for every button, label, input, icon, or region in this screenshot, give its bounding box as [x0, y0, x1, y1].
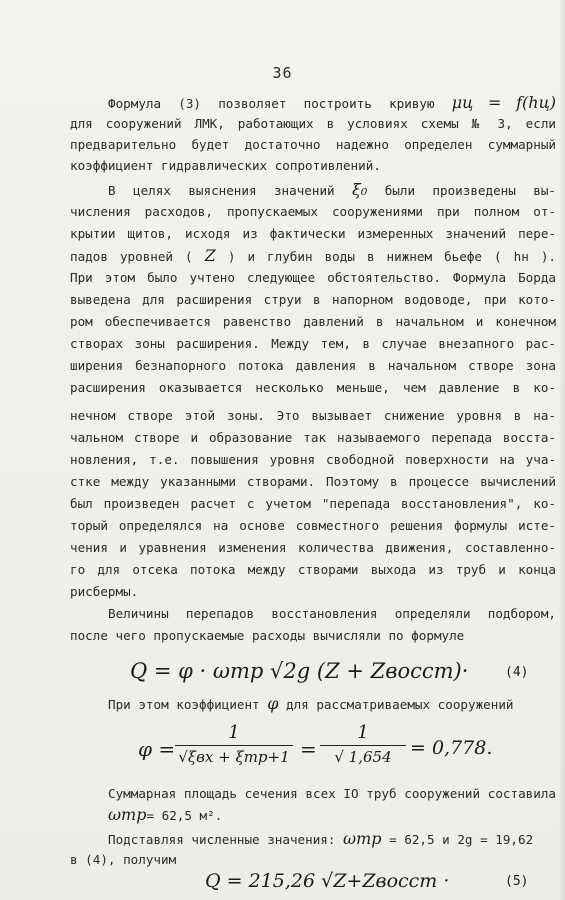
- text-line-17: новления, т.е. повышения уровня свободной поверхности на уча-: [70, 452, 556, 467]
- text-line-28: [108, 805, 565, 824]
- line-text: были произведены вы-: [367, 183, 556, 198]
- text-line-18: стке между указанными створами. Поэтому в процессе вычислений: [70, 474, 556, 489]
- line-text: для рассматриваемых сооружений: [278, 697, 514, 712]
- formula-xi0: ξ₀: [352, 180, 368, 199]
- fraction-1-denominator: √ξвх + ξтр+1: [178, 748, 290, 766]
- text-line-26: [108, 694, 556, 713]
- formula-mu: μц = f(hц): [451, 93, 557, 112]
- text-line-7: крытии щитов, исходя из фактически измеренных значений пере-: [70, 226, 556, 241]
- formula-4: [0, 657, 565, 689]
- page-number: 36: [272, 64, 293, 82]
- text-line-6: числения расходов, пропускаемых сооружениями при полном от-: [70, 204, 556, 219]
- phi-equals: =: [300, 737, 317, 761]
- text-line-1: [108, 93, 557, 112]
- line-text: В целях выяснения значений: [108, 183, 353, 198]
- text-line-3: предварительно будет достаточно надежно определен суммарный: [70, 137, 556, 152]
- text-line-4: коэффициент гидравлических сопротивлений.: [70, 158, 381, 173]
- phi-result: = 0,778.: [410, 737, 493, 759]
- text-line-12: створах зоны расширения. Между тем, в случае внезапного рас-: [70, 336, 556, 351]
- text-line-21: чения и уравнения изменения количества движения, составленно-: [70, 540, 556, 555]
- line-text: = 62,5 и 2g = 19,62: [381, 832, 534, 847]
- text-line-8: [70, 246, 556, 265]
- formula-phi-block: [0, 720, 565, 782]
- line-text: падов уровней (: [70, 249, 205, 264]
- formula-5-expression: Q = 215,26 √Z+Zвосст ·: [205, 870, 450, 892]
- page-edge-shadow: [559, 0, 565, 900]
- formula-omega-2: ωтр: [343, 829, 382, 848]
- formula-4-expression: Q = φ · ωтр √2g (Z + Zвосст)·: [130, 659, 469, 683]
- text-line-15: нечном створе этой зоны. Это вызывает снижение уровня в на-: [70, 408, 556, 423]
- text-line-23: рисбермы.: [70, 584, 139, 599]
- text-line-2: для сооружений ЛМК, работающих в условиях схемы № 3, если: [70, 116, 556, 131]
- text-line-30: в (4), получим: [70, 852, 177, 867]
- fraction-1-numerator: 1: [228, 722, 240, 743]
- formula-5: [0, 868, 565, 898]
- text-line-9: При этом было учтено следующее обстоятельство. Формула Борда: [70, 270, 556, 285]
- text-line-14: расширения оказывается несколько меньше, чем давление в ко-: [70, 380, 556, 395]
- text-line-16: чальном створе и образование так называемого перепада восста-: [70, 430, 556, 445]
- fraction-1-bar: [175, 745, 293, 746]
- text-line-27: Суммарная площадь сечения всех IO труб сооружений составила: [108, 786, 556, 801]
- text-line-10: выведена для расширения струи в напорном водоводе, при кото-: [70, 292, 556, 307]
- line-text: = 62,5 м².: [146, 808, 223, 823]
- line-text: При этом коэффициент: [108, 697, 268, 712]
- fraction-2-bar: [320, 745, 406, 746]
- phi-lhs: φ =: [138, 737, 176, 761]
- fraction-2-denominator: √ 1,654: [334, 748, 392, 766]
- formula-omega: ωтр: [108, 805, 147, 824]
- formula-4-number: (4): [505, 665, 529, 680]
- formula-phi: φ: [267, 694, 279, 713]
- line-text: Подставляя численные значения:: [108, 832, 344, 847]
- text-line-5: [108, 180, 556, 199]
- formula-z: Z: [204, 246, 216, 265]
- text-line-20: торый определялся на основе совместного решения формулы исте-: [70, 518, 556, 533]
- fraction-1: [175, 722, 293, 766]
- line-text: ) и глубин воды в нижнем бьефе ( hн ).: [215, 249, 556, 264]
- line-text: Формула (3) позволяет построить кривую: [108, 96, 452, 111]
- fraction-2-numerator: 1: [357, 722, 369, 743]
- text-line-13: ширения безнапорного потока давления в начальном створе зона: [70, 358, 556, 373]
- text-line-25: после чего пропускаемые расходы вычисляли по формуле: [70, 628, 465, 643]
- text-line-29: [108, 829, 556, 848]
- text-line-19: был произведен расчет с учетом "перепада восстановления", ко-: [70, 496, 556, 511]
- text-line-22: го для отсека потока между створами выхода из труб и конца: [70, 562, 556, 577]
- text-line-11: ром обеспечивается равенство давлений в начальном и конечном: [70, 314, 556, 329]
- text-line-24: Величины перепадов восстановления определяли подбором,: [108, 606, 556, 621]
- fraction-2: [320, 722, 406, 766]
- formula-5-number: (5): [505, 874, 529, 889]
